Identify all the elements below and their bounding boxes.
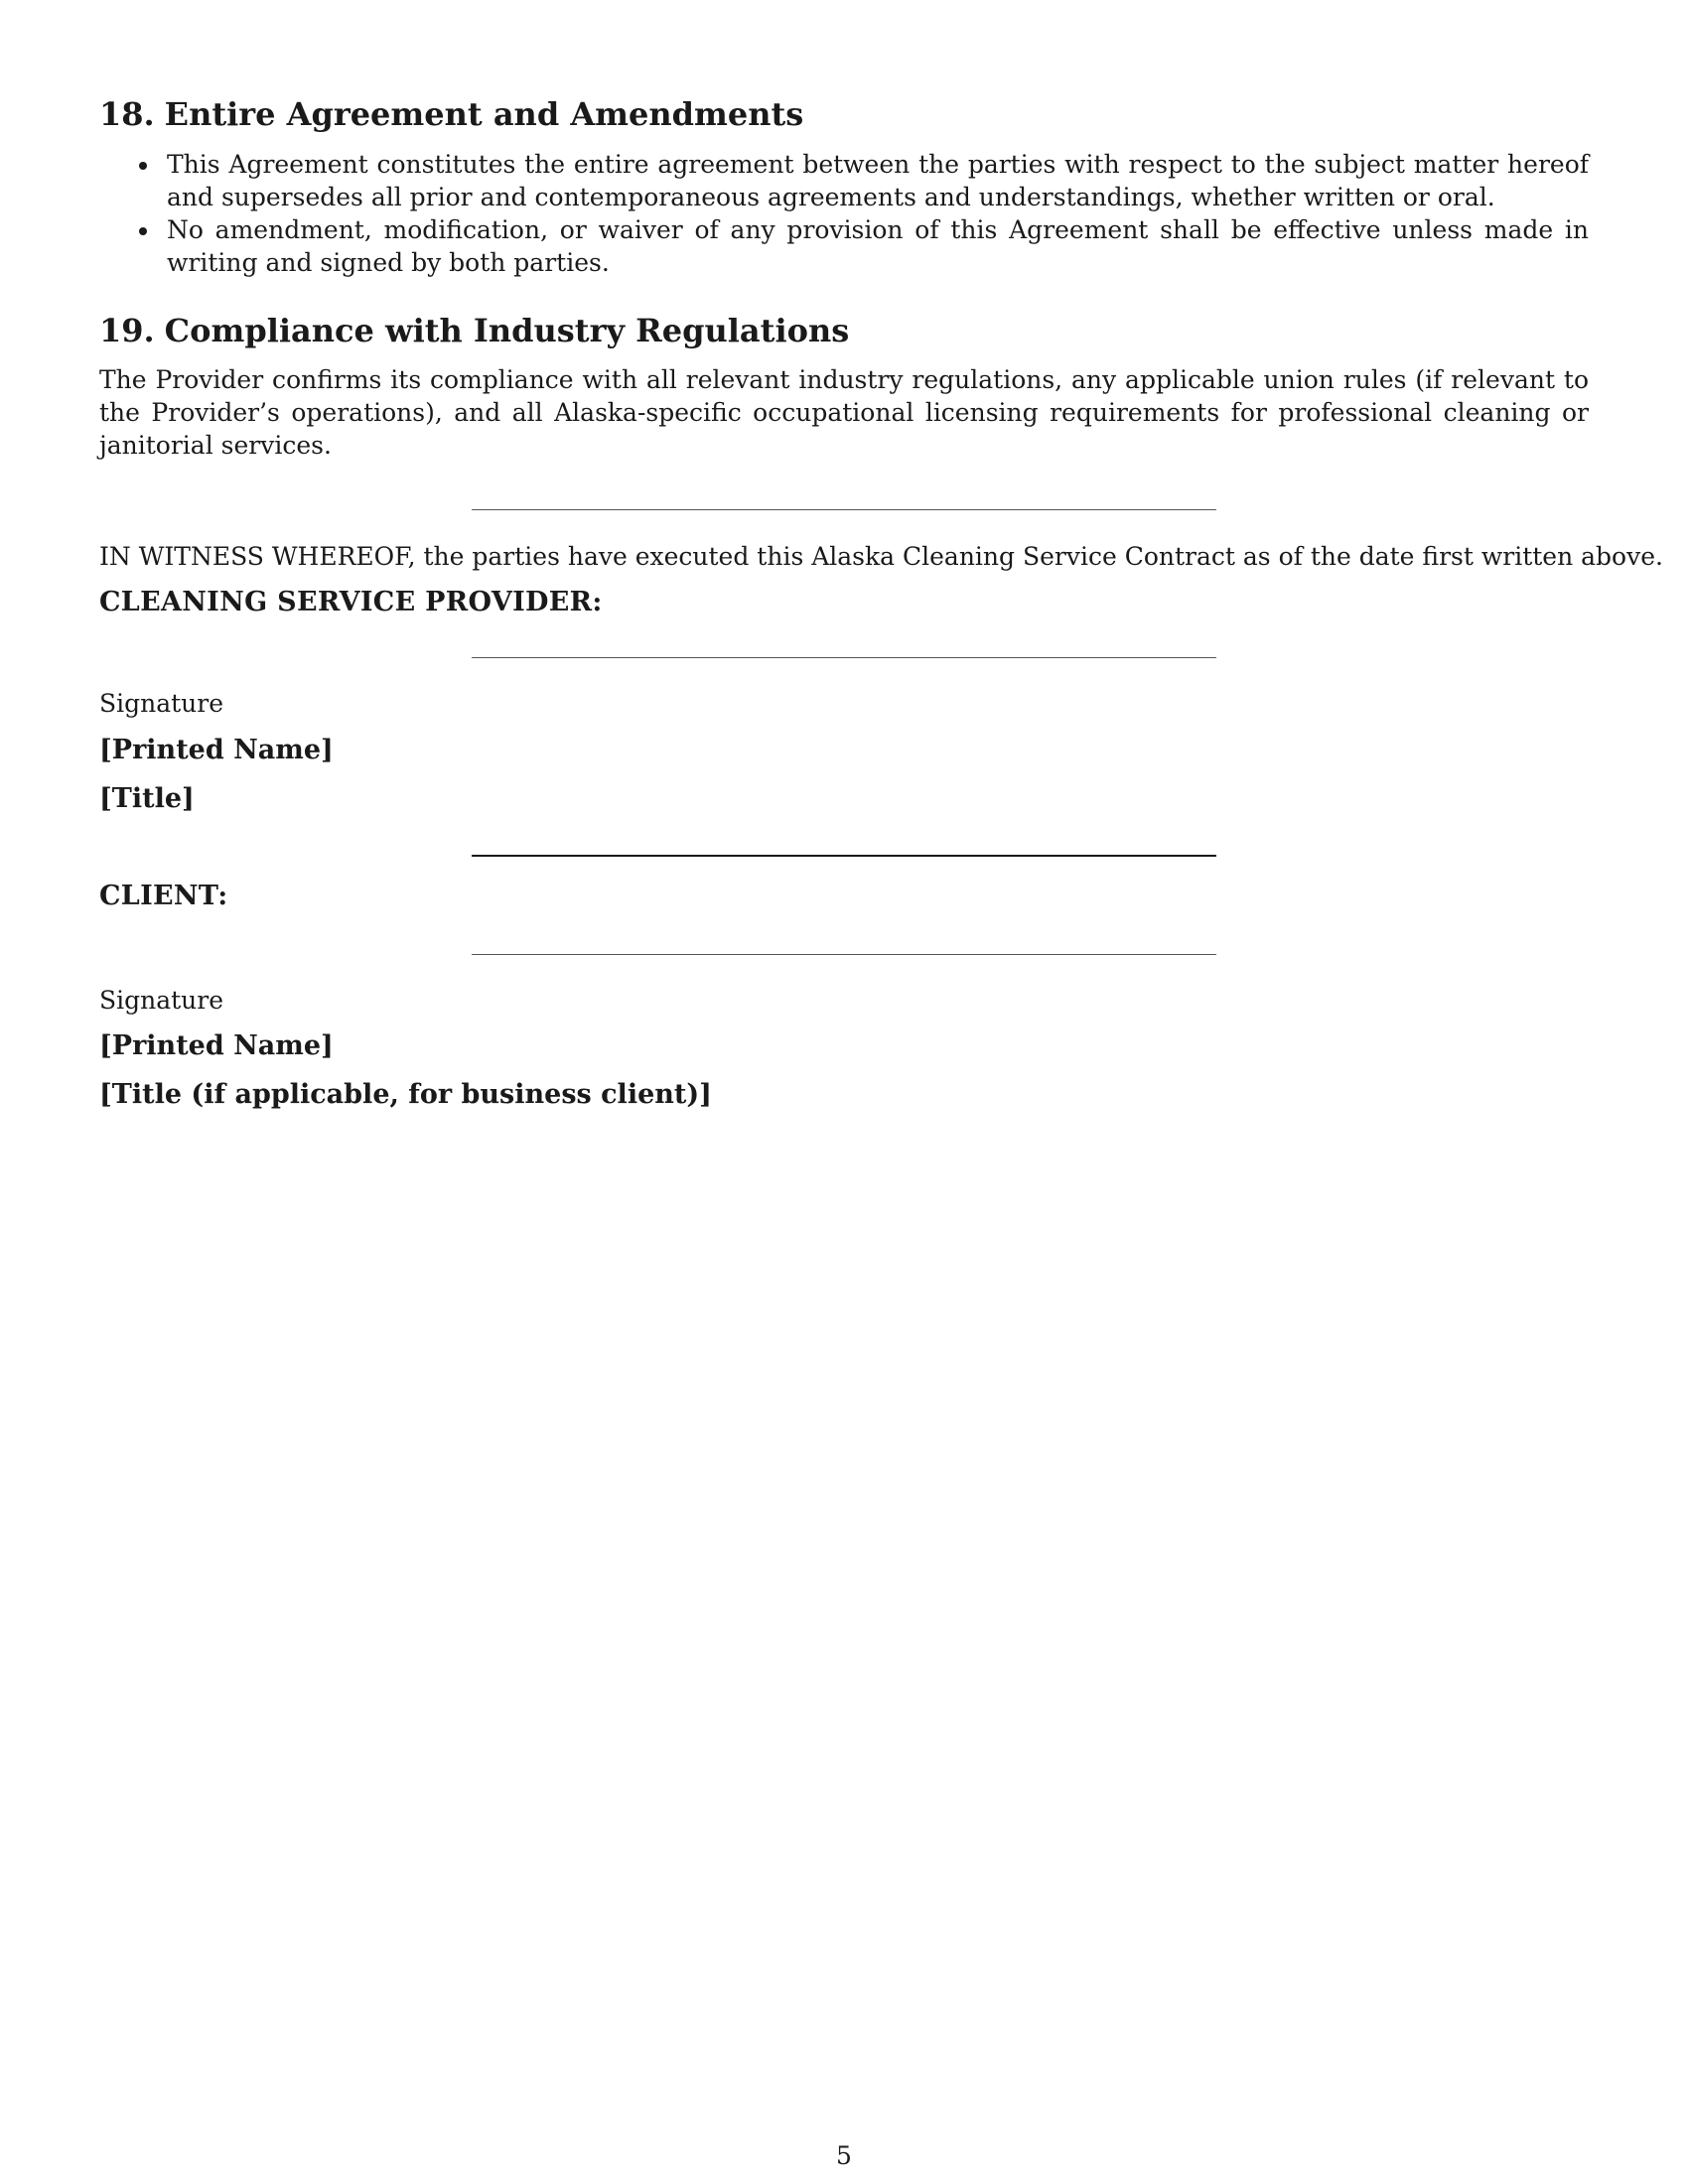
client-signature-label: Signature [99,986,224,1015]
section-18 [99,94,1589,279]
client-printed-name: [Printed Name] [99,1030,334,1061]
bullet-icon [139,227,147,235]
section-19-heading: 19. Compliance with Industry Regulations [99,312,850,349]
witness-clause: IN WITNESS WHEREOF, the parties have executed this Alaska Cleaning Service Contract as of the date first written above. [99,542,1663,571]
bullet-icon [139,162,147,170]
client-title: [Title (if applicable, for business client)] [99,1079,712,1110]
section-18-bullet-list [99,148,1589,279]
provider-printed-name: [Printed Name] [99,735,334,765]
provider-signature-label: Signature [99,689,224,718]
section-19-body: The Provider confirms its compliance with all relevant industry regulations, any applicable union rules (if relevant to the Provider’s operations), and all Alaska-specific occupational licensing requirements for professional cleaning or janitorial services. [99,365,1589,460]
party-divider-rule [472,855,1216,857]
client-signature-line[interactable] [472,954,1216,955]
section-18-bullet-2: No amendment, modification, or waiver of any provision of this Agreement shall be effective unless made in writing and signed by both parties. [99,213,1589,279]
section-19 [99,311,1589,462]
separator-rule [472,509,1216,510]
provider-title: [Title] [99,783,195,814]
provider-heading: CLEANING SERVICE PROVIDER: [99,587,603,617]
document-page [99,94,1663,1110]
client-heading: CLIENT: [99,881,228,911]
section-18-bullet-1: This Agreement constitutes the entire agreement between the parties with respect to the subject matter hereof and supersedes all prior and contemporaneous agreements and understandings, whether written or oral. [99,148,1589,213]
provider-signature-line[interactable] [472,657,1216,658]
page-number: 5 [836,2141,852,2170]
section-18-heading: 18. Entire Agreement and Amendments [99,95,804,133]
